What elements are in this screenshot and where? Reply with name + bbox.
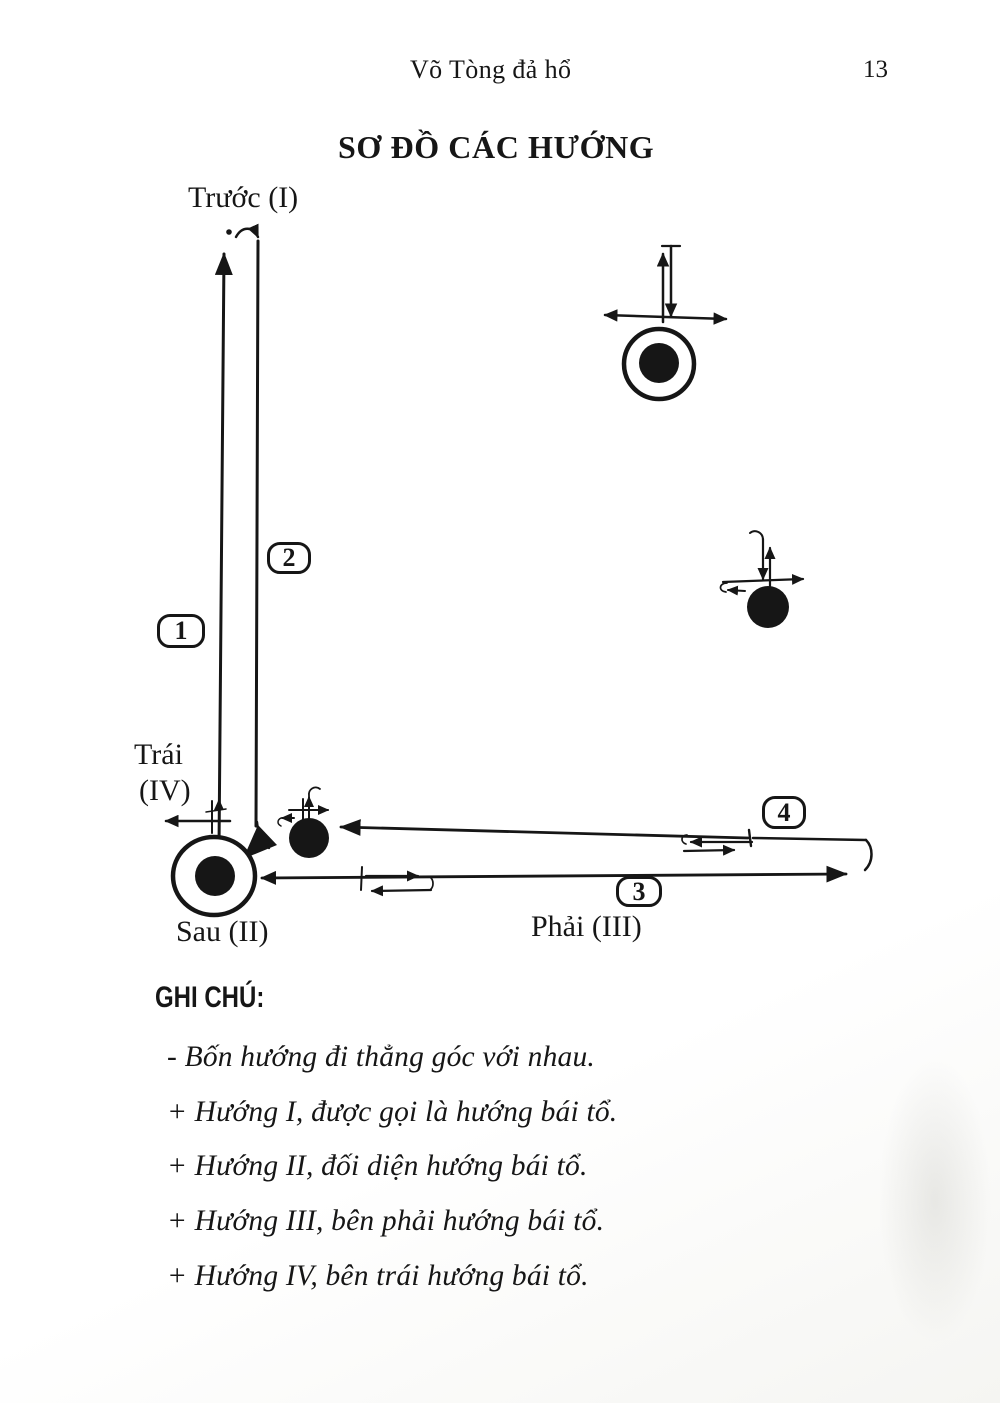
page-number: 13 <box>863 56 888 83</box>
notes-heading: GHI CHÚ: <box>155 981 265 1014</box>
note-item: + Hướng III, bên phải hướng bái tổ. <box>167 1205 605 1237</box>
note-item: + Hướng II, đối diện hướng bái tổ. <box>167 1150 588 1182</box>
return-line-arrow-icon <box>341 827 872 870</box>
label-back-direction: Sau (II) <box>176 915 269 948</box>
badge-step-3: 3 <box>616 876 662 907</box>
origin-ringed-dot-icon <box>173 837 255 915</box>
note-item: - Bốn hướng đi thẳng góc với nhau. <box>167 1041 595 1073</box>
right-axis-arrow-icon <box>262 867 846 891</box>
badge-step-4: 4 <box>762 796 806 829</box>
compass-filled-dot-icon <box>720 531 803 628</box>
label-right-direction: Phải (III) <box>531 910 642 943</box>
diagram-title: SƠ ĐỒ CÁC HƯỚNG <box>338 129 655 165</box>
front-axis-double-arrow-icon <box>219 229 277 859</box>
label-left-direction-word: Trái <box>134 738 183 771</box>
running-head-title: Võ Tòng đả hổ <box>410 55 572 84</box>
note-item: + Hướng I, được gọi là hướng bái tổ. <box>167 1096 618 1128</box>
note-item: + Hướng IV, bên trái hướng bái tổ. <box>167 1260 589 1292</box>
label-front-direction: Trước (I) <box>188 181 299 214</box>
badge-step-2: 2 <box>267 542 311 574</box>
step-dot-arrows-icon <box>278 787 329 858</box>
compass-ringed-dot-icon <box>605 246 726 399</box>
label-left-direction-numeral: (IV) <box>139 774 191 807</box>
badge-step-1: 1 <box>157 614 205 648</box>
